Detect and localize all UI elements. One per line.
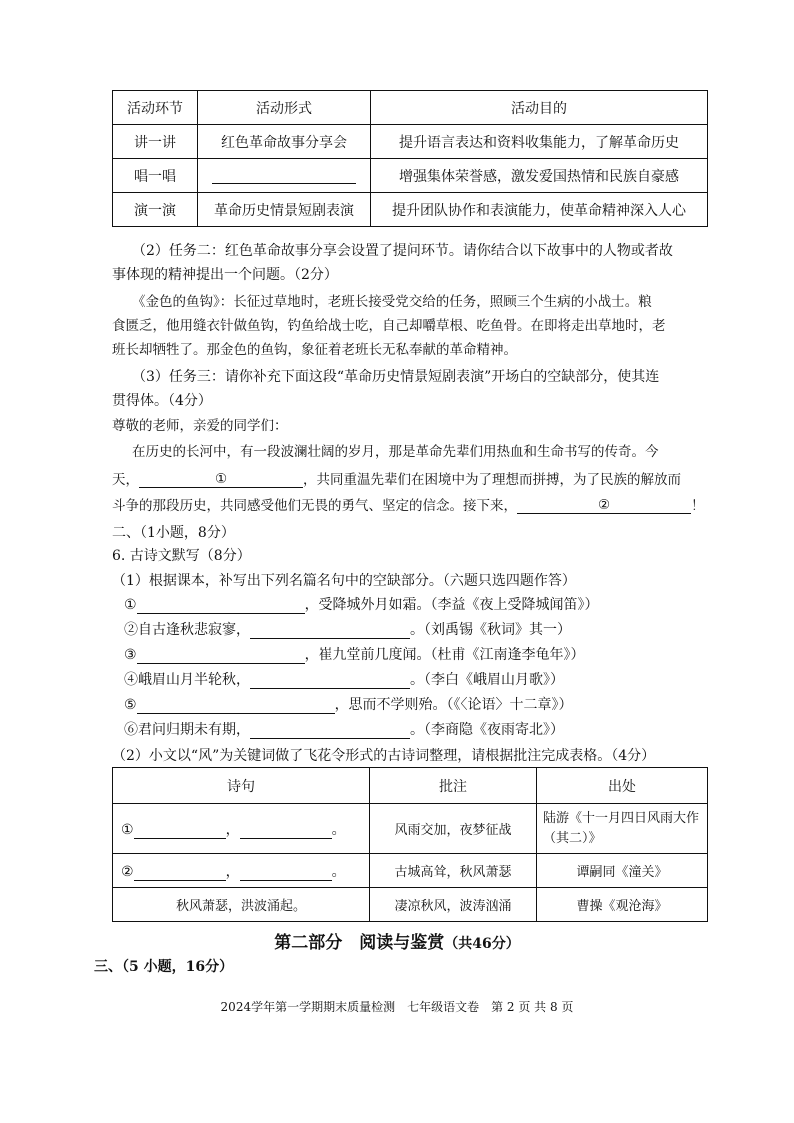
section2-heading: 二、（1小题，8分） [112,525,235,541]
poem-answer-cell[interactable] [113,804,370,854]
table2-header-note: 批注 [370,768,537,804]
poem-blank[interactable] [240,824,332,839]
poem-blank[interactable] [134,866,226,881]
recitation-item [124,644,585,664]
table1-header-purpose: 活动目的 [371,91,708,125]
poem-period: 。 [331,821,346,838]
poem-comma: ， [225,863,240,880]
greeting: 尊敬的老师，亲爱的同学们： [112,418,288,434]
poem-period: 。 [331,863,346,880]
opening-text: ！ [691,498,705,514]
recitation-pre: ⑤ [124,697,137,713]
poem-table [112,767,708,922]
recitation-post: 。（李白《峨眉山月歌》） [410,672,564,688]
story-line: 《金色的鱼钩》：长征过草地时，老班长接受党交给的任务，照顾三个生病的小战士。粮 [132,294,652,310]
task2-block [112,240,712,360]
opening-line [112,494,705,514]
answer-blank[interactable] [212,169,356,184]
recitation-blank[interactable] [250,674,410,689]
table2-poem: 秋风萧瑟，洪波涌起。 [113,888,370,922]
recitation-list [124,594,684,744]
recitation-pre: ④峨眉山月半轮秋， [124,672,250,688]
question6-title: 6. 古诗文默写（8分） [112,548,251,564]
activity-table [112,90,708,227]
table2-note: 古城高耸，秋风萧瑟 [370,854,537,888]
part2-score: （共46分） [444,936,520,952]
recitation-item [124,594,599,614]
opening-text: 斗争的那段历史，共同感受他们无畏的勇气、坚定的信念。接下来， [112,498,517,514]
recitation-item [124,669,564,689]
section3-heading: 三、（5 小题，16分） [94,959,234,975]
recitation-post: ，崔九堂前几度闻。（杜甫《江南逢李龟年》） [304,647,585,663]
task2-prompt-line1: （2）任务二：红色革命故事分享会设置了提问环节。请你结合以下故事中的人物或者故 [132,243,673,259]
opening-blank-2[interactable]: ② [517,497,691,514]
task3-block [112,366,712,516]
recitation-blank[interactable] [250,724,410,739]
recitation-blank[interactable] [250,624,410,639]
recitation-pre: ① [124,597,137,613]
table2-note: 凄凉秋风，波涛汹涌 [370,888,537,922]
opening-text: 天， [112,472,139,488]
table1-header-stage: 活动环节 [113,91,198,125]
table2-note: 风雨交加，夜梦征战 [370,804,537,854]
recitation-item [124,619,571,639]
task3-prompt-line1: （3）任务三：请你补充下面这段“革命历史情景短剧表演”开场白的空缺部分，使其连 [132,369,660,385]
recitation-blank[interactable] [137,699,335,714]
poem-number: ① [121,821,134,838]
table1-cell: 革命历史情景短剧表演 [198,193,371,227]
recitation-pre: ⑥君问归期未有期， [124,722,250,738]
table1-cell: 讲一讲 [113,125,198,159]
table1-cell: 提升团队协作和表演能力，使革命精神深入人心 [371,193,708,227]
question6-sub2: （2）小文以“风”为关键词做了飞花令形式的古诗词整理，请根据批注完成表格。（4分） [112,748,656,764]
recitation-post: ，受降城外月如霜。（李益《夜上受降城闻笛》） [304,597,599,613]
recitation-item [124,694,573,714]
opening-line: 在历史的长河中，有一段波澜壮阔的岁月，那是革命先辈们用热血和生命书写的传奇。今 [132,444,659,460]
poem-answer-cell[interactable] [113,854,370,888]
question6-sub1: （1）根据课本，补写出下列名篇名句中的空缺部分。（六题只选四题作答） [112,573,576,589]
table2-source: 曹操《观沧海》 [537,888,708,922]
recitation-pre: ②自古逢秋悲寂寥， [124,622,250,638]
opening-blank-1[interactable]: ① [139,471,303,488]
task2-prompt-line2: 事体现的精神提出一个问题。（2分） [112,267,338,283]
recitation-pre: ③ [124,647,137,663]
part2-heading [0,928,794,953]
table1-cell: 演一演 [113,193,198,227]
table2-source: 谭嗣同《潼关》 [537,854,708,888]
poem-comma: ， [225,821,240,838]
poem-blank[interactable] [240,866,332,881]
table1-cell: 唱一唱 [113,159,198,193]
table1-answer-blank-cell[interactable] [198,159,371,193]
page-footer: 2024学年第一学期期末质量检测 七年级语文卷 第 2 页 共 8 页 [220,1000,574,1014]
opening-line [112,468,681,488]
table1-cell: 红色革命故事分享会 [198,125,371,159]
poem-blank[interactable] [134,824,226,839]
table2-header-source: 出处 [537,768,708,804]
recitation-post: ，思而不学则殆。（《〈论语〉十二章》） [334,697,573,713]
table1-cell: 增强集体荣誉感，激发爱国热情和民族自豪感 [371,159,708,193]
table2-header-poem: 诗句 [113,768,370,804]
story-line: 食匮乏，他用缝衣针做鱼钩，钓鱼给战士吃，自己却嚼草根、吃鱼骨。在即将走出草地时，老 [112,318,666,334]
table2-source: 陆游《十一月四日风雨大作（其二）》 [537,804,708,854]
recitation-blank[interactable] [137,649,305,664]
table1-cell: 提升语言表达和资料收集能力，了解革命历史 [371,125,708,159]
task3-prompt-line2: 贯得体。（4分） [112,393,212,409]
part2-title: 第二部分 阅读与鉴赏 [274,933,445,953]
recitation-post: 。（李商隐《夜雨寄北》） [410,722,564,738]
recitation-item [124,719,564,739]
recitation-blank[interactable] [137,599,305,614]
recitation-post: 。（刘禹锡《秋词》其一） [410,622,571,638]
story-line: 班长却牺牲了。那金色的鱼钩，象征着老班长无私奉献的革命精神。 [112,342,517,358]
opening-text: ，共同重温先辈们在困境中为了理想而拼搏，为了民族的解放而 [303,472,681,488]
table1-header-form: 活动形式 [198,91,371,125]
poem-number: ② [121,863,134,880]
